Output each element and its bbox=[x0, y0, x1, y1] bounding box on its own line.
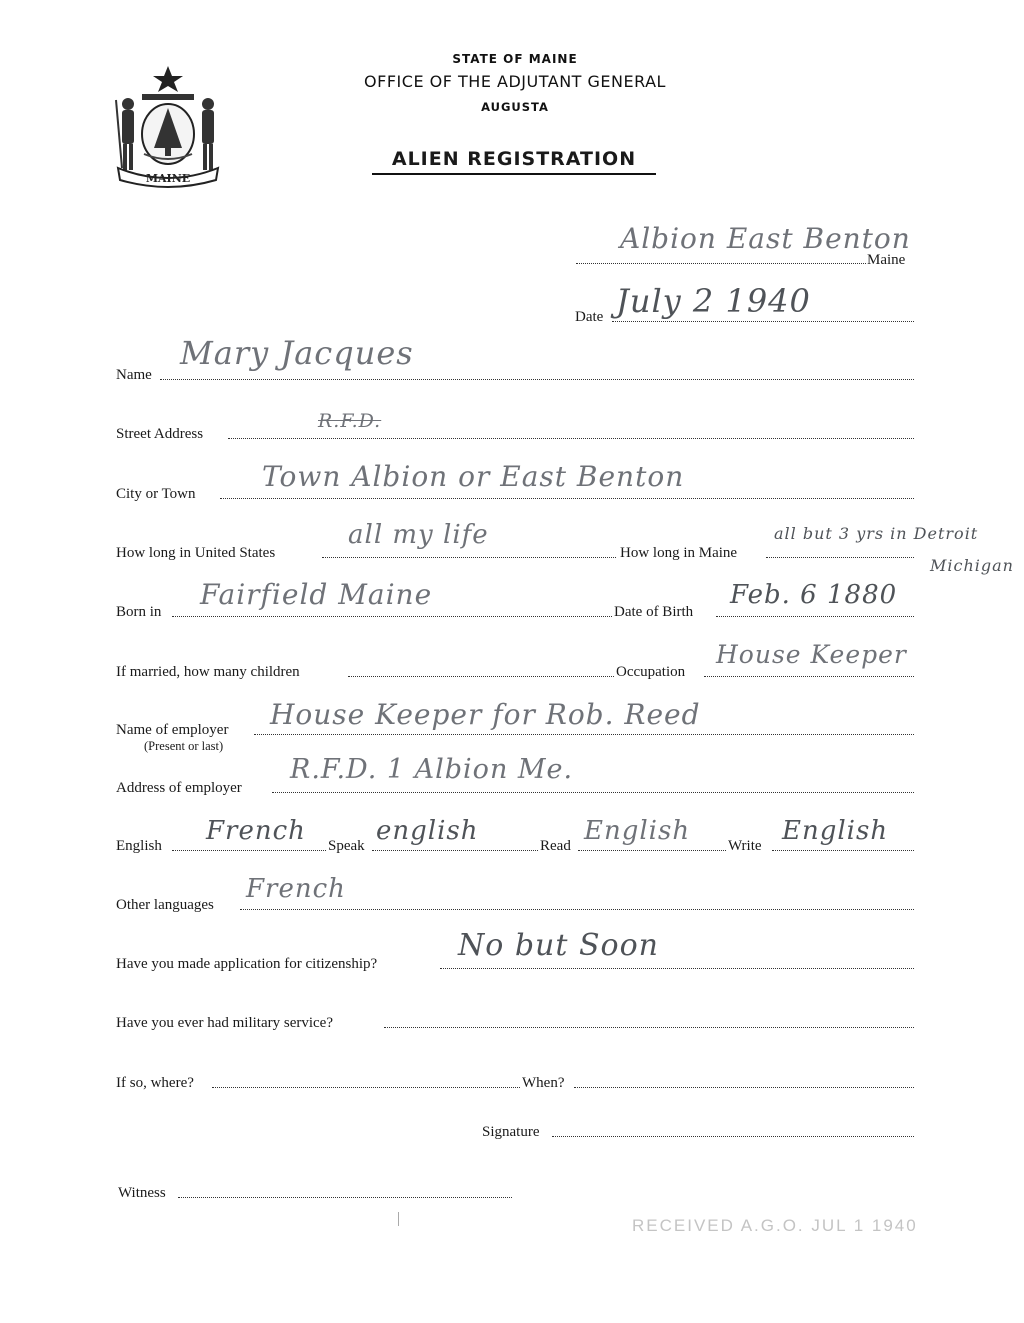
street-value: R.F.D. bbox=[318, 410, 382, 432]
city-line bbox=[220, 498, 914, 499]
maine-state-seal bbox=[112, 64, 224, 192]
born-in-line bbox=[172, 616, 612, 617]
us-duration-line bbox=[322, 557, 616, 558]
dob-value: Feb. 6 1880 bbox=[730, 580, 898, 610]
witness-line bbox=[178, 1197, 512, 1198]
street-label: Street Address bbox=[116, 426, 204, 442]
employer-label: Name of employer bbox=[116, 722, 229, 738]
form-title: ALIEN REGISTRATION bbox=[372, 148, 656, 175]
born-in-value: Fairfield Maine bbox=[200, 578, 433, 611]
occupation-line bbox=[704, 676, 914, 677]
signature-line bbox=[552, 1136, 914, 1137]
where-line bbox=[212, 1087, 520, 1088]
speak-line bbox=[372, 850, 538, 851]
street-line bbox=[228, 438, 914, 439]
military-line bbox=[384, 1027, 914, 1028]
employer-value: House Keeper for Rob. Reed bbox=[270, 698, 701, 731]
write-value: English bbox=[782, 816, 889, 846]
date-value: July 2 1940 bbox=[616, 282, 811, 320]
read-line bbox=[578, 850, 726, 851]
paper-mark bbox=[398, 1212, 399, 1226]
city-heading: AUGUSTA bbox=[481, 100, 549, 114]
svg-text:MAINE: MAINE bbox=[145, 172, 191, 185]
maine-duration-value: all but 3 yrs in Detroit bbox=[774, 524, 979, 543]
employer-line bbox=[254, 734, 914, 735]
city-label: City or Town bbox=[116, 486, 196, 502]
witness-label: Witness bbox=[118, 1185, 166, 1201]
name-label: Name bbox=[116, 367, 152, 383]
write-line bbox=[772, 850, 914, 851]
other-languages-line bbox=[240, 909, 914, 910]
place-value: Albion East Benton bbox=[620, 222, 911, 255]
english-label: English bbox=[116, 838, 162, 854]
speak-value: english bbox=[376, 816, 479, 846]
place-line bbox=[576, 263, 866, 264]
office-heading: OFFICE OF THE ADJUTANT GENERAL bbox=[364, 72, 666, 91]
other-languages-label: Other languages bbox=[116, 897, 214, 913]
received-stamp: RECEIVED A.G.O. JUL 1 1940 bbox=[632, 1216, 918, 1235]
date-label: Date bbox=[575, 309, 604, 325]
when-label: When? bbox=[522, 1075, 565, 1091]
maine-duration-line bbox=[766, 557, 914, 558]
speak-label: Speak bbox=[328, 838, 365, 854]
english-value: French bbox=[206, 816, 306, 846]
where-label: If so, where? bbox=[116, 1075, 194, 1091]
city-value: Town Albion or East Benton bbox=[262, 460, 685, 493]
english-line bbox=[172, 850, 326, 851]
other-languages-value: French bbox=[246, 874, 346, 904]
date-line bbox=[612, 321, 914, 322]
children-label: If married, how many children bbox=[116, 664, 300, 680]
citizenship-value: No but Soon bbox=[458, 928, 659, 963]
employer-address-value: R.F.D. 1 Albion Me. bbox=[290, 754, 574, 785]
maine-duration-label: How long in Maine bbox=[620, 545, 738, 561]
name-line bbox=[160, 379, 914, 380]
maine-duration-value-2: Michigan bbox=[930, 556, 1014, 575]
occupation-value: House Keeper bbox=[716, 640, 907, 669]
name-value: Mary Jacques bbox=[180, 334, 414, 372]
children-line bbox=[348, 676, 614, 677]
citizenship-label: Have you made application for citizenship? bbox=[116, 956, 378, 972]
state-heading: STATE OF MAINE bbox=[452, 52, 578, 66]
citizenship-line bbox=[440, 968, 914, 969]
military-label: Have you ever had military service? bbox=[116, 1015, 333, 1031]
employer-address-line bbox=[272, 792, 914, 793]
signature-label: Signature bbox=[482, 1124, 540, 1140]
dob-label: Date of Birth bbox=[614, 604, 694, 620]
read-label: Read bbox=[540, 838, 571, 854]
when-line bbox=[574, 1087, 914, 1088]
employer-address-label: Address of employer bbox=[116, 780, 242, 796]
us-duration-value: all my life bbox=[348, 520, 489, 550]
employer-sublabel: (Present or last) bbox=[144, 739, 224, 753]
place-suffix: Maine bbox=[867, 252, 906, 268]
us-duration-label: How long in United States bbox=[116, 545, 276, 561]
born-in-label: Born in bbox=[116, 604, 162, 620]
read-value: English bbox=[584, 816, 691, 846]
write-label: Write bbox=[728, 838, 762, 854]
dob-line bbox=[716, 616, 914, 617]
occupation-label: Occupation bbox=[616, 664, 686, 680]
